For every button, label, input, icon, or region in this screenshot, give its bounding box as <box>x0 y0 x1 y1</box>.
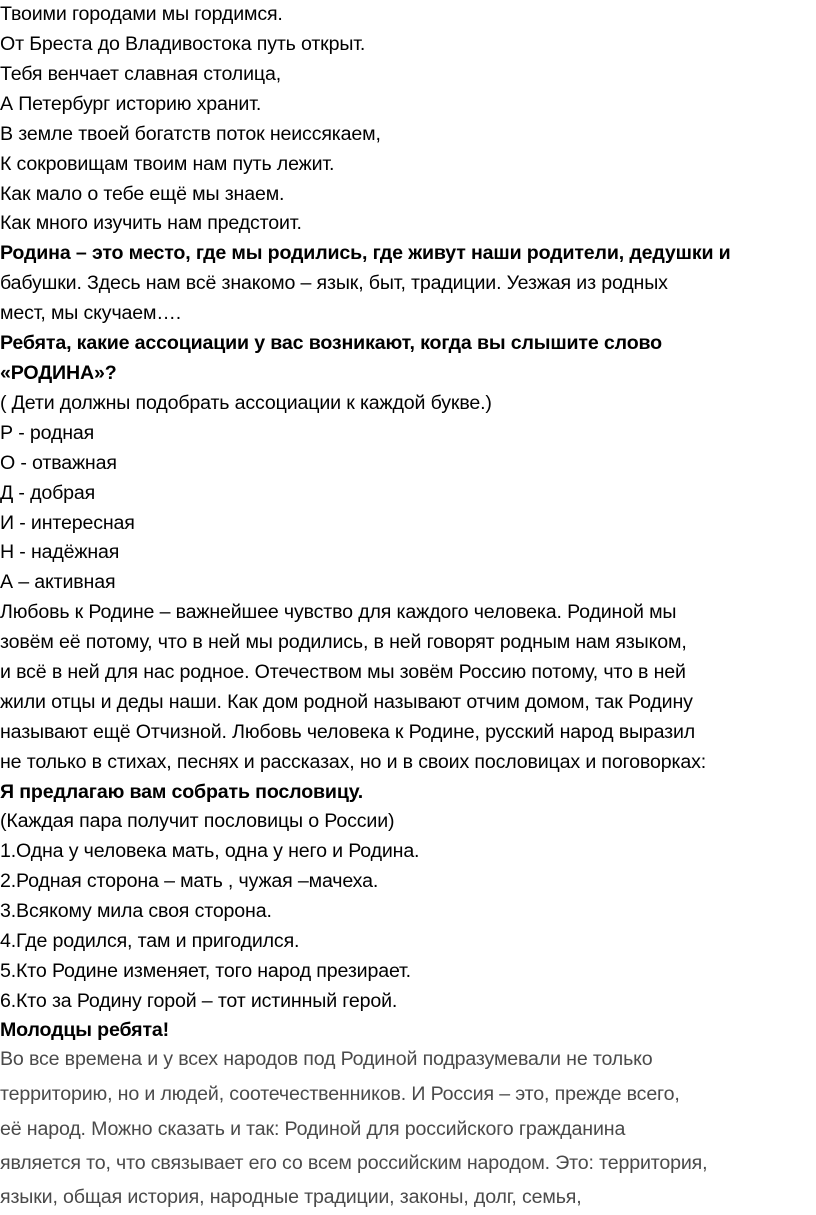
poem-line: Твоими городами мы гордимся. <box>0 3 283 25</box>
rodina-definition-line: мест, мы скучаем…. <box>0 302 182 324</box>
association-question: Ребята, какие ассоциации у вас возникают, когда вы слышите слово <box>0 332 662 354</box>
closing-paragraph-line: её народ. Можно сказать и так: Родиной для российского гражданина <box>0 1118 626 1140</box>
praise-heading: Молодцы ребята! <box>0 1019 170 1041</box>
love-paragraph-line: Любовь к Родине – важнейшее чувство для каждого человека. Родиной мы <box>0 601 677 623</box>
poem-line: К сокровищам твоим нам путь лежит. <box>0 153 335 175</box>
association-item: А – активная <box>0 571 116 593</box>
proverb-item: 5.Кто Родине изменяет, того народ презирает. <box>0 960 411 982</box>
closing-paragraph-line: территорию, но и людей, соотечественников. И Россия – это, прежде всего, <box>0 1083 680 1105</box>
love-paragraph-line: зовём её потому, что в ней мы родились, в ней говорят родным нам языком, <box>0 631 687 653</box>
love-paragraph-line: и всё в ней для нас родное. Отечеством мы зовём Россию потому, что в ней <box>0 661 686 683</box>
poem-line: Как мало о тебе ещё мы знаем. <box>0 183 285 205</box>
love-paragraph-line: называют ещё Отчизной. Любовь человека к Родине, русский народ выразил <box>0 721 696 743</box>
love-paragraph-line: не только в стихах, песнях и рассказах, но и в своих пословицах и поговорках: <box>0 751 707 773</box>
instruction-note: ( Дети должны подобрать ассоциации к каждой букве.) <box>0 392 492 414</box>
closing-paragraph-line: является то, что связывает его со всем российским народом. Это: территория, <box>0 1152 708 1174</box>
association-item: Д - добрая <box>0 482 96 504</box>
rodina-definition-bold: Родина – это место, где мы родились, где живут наши родители, дедушки и <box>0 242 731 264</box>
proverb-item: 3.Всякому мила своя сторона. <box>0 900 272 922</box>
association-question: «РОДИНА»? <box>0 362 117 384</box>
poem-line: Тебя венчает славная столица, <box>0 63 281 85</box>
proverb-item: 1.Одна у человека мать, одна у него и Родина. <box>0 840 420 862</box>
poem-line: В земле твоей богатств поток неиссякаем, <box>0 123 381 145</box>
pair-note: (Каждая пара получит пословицы о России) <box>0 810 395 832</box>
proverb-item: 2.Родная сторона – мать , чужая –мачеха. <box>0 870 379 892</box>
love-paragraph-line: жили отцы и деды наши. Как дом родной называют отчим домом, так Родину <box>0 691 693 713</box>
association-item: Н - надёжная <box>0 541 120 563</box>
proverb-item: 4.Где родился, там и пригодился. <box>0 930 300 952</box>
proverb-item: 6.Кто за Родину горой – тот истинный герой. <box>0 990 398 1012</box>
poem-line: Как много изучить нам предстоит. <box>0 212 302 234</box>
poem-line: От Бреста до Владивостока путь открыт. <box>0 33 366 55</box>
association-item: Р - родная <box>0 422 95 444</box>
rodina-definition-line: бабушки. Здесь нам всё знакомо – язык, быт, традиции. Уезжая из родных <box>0 272 668 294</box>
poem-line: А Петербург историю хранит. <box>0 93 262 115</box>
association-item: И - интересная <box>0 512 135 534</box>
association-item: О - отважная <box>0 452 117 474</box>
proverb-task: Я предлагаю вам собрать пословицу. <box>0 781 364 803</box>
closing-paragraph-line: Во все времена и у всех народов под Родиной подразумевали не только <box>0 1048 653 1070</box>
closing-paragraph-line: языки, общая история, народные традиции, законы, долг, семья, <box>0 1186 582 1208</box>
